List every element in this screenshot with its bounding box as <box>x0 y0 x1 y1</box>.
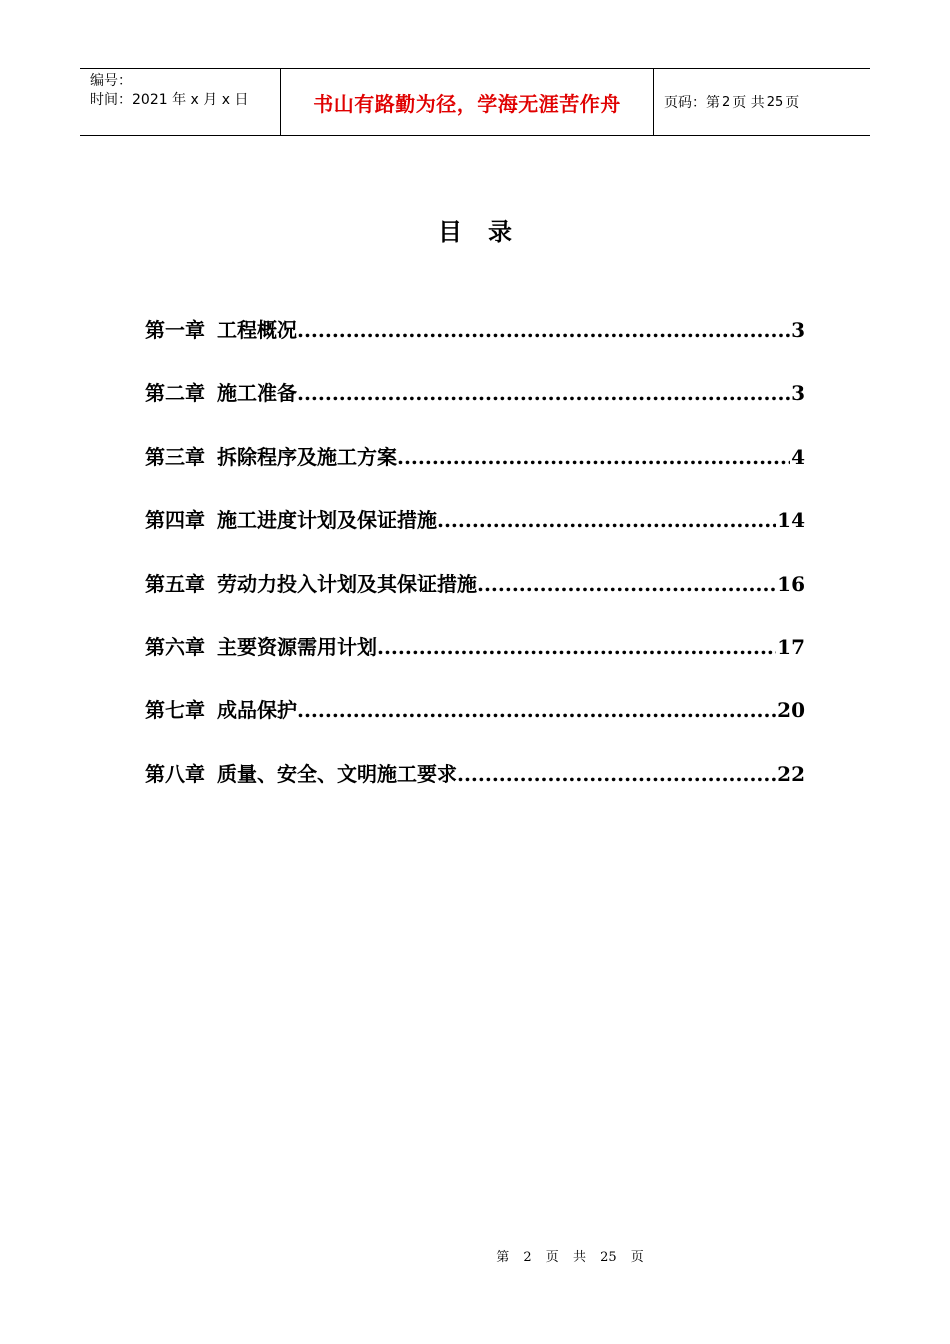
toc-entry[interactable] <box>145 630 805 693</box>
footer-page-total: 25 <box>600 1250 617 1265</box>
toc-leader-dots <box>457 757 776 791</box>
toc-entry-page: 14 <box>777 508 805 533</box>
toc-title: 目录 <box>438 217 538 246</box>
header-motto-cell <box>281 69 654 135</box>
footer-total-label: 共 <box>572 1250 586 1265</box>
header-page-total: 25 <box>766 94 784 110</box>
toc-entry-title: 劳动力投入计划及其保证措施 <box>217 571 477 596</box>
toc-entry-chapter: 第五章 <box>145 571 205 596</box>
footer-suffix: 页 <box>630 1250 644 1265</box>
toc-entry-title: 质量、安全、文明施工要求 <box>217 761 457 786</box>
toc-leader-dots <box>297 313 790 347</box>
footer-prefix: 第 <box>496 1250 510 1265</box>
toc-entry-chapter: 第一章 <box>145 318 205 342</box>
toc-entry-chapter: 第六章 <box>145 634 205 659</box>
toc-entry-chapter: 第八章 <box>145 761 205 786</box>
toc-leader-dots <box>477 567 776 601</box>
toc-leader-dots <box>377 630 776 664</box>
header-page-current: 2 <box>722 94 731 110</box>
toc-entry-title: 拆除程序及施工方案 <box>217 444 397 469</box>
toc-entry-page: 17 <box>777 634 805 659</box>
table-of-contents <box>145 313 805 820</box>
toc-entry[interactable] <box>145 376 805 439</box>
document-number-label: 编号： <box>90 73 132 89</box>
toc-entry[interactable] <box>145 693 805 756</box>
toc-entry-title: 施工准备 <box>217 381 297 406</box>
toc-entry-chapter: 第二章 <box>145 381 205 406</box>
toc-entry[interactable] <box>145 503 805 566</box>
toc-entry-page: 4 <box>791 444 805 469</box>
toc-entry-chapter: 第三章 <box>145 444 205 469</box>
header-page-cell <box>654 69 870 135</box>
header-motto: 书山有路勤为径，学海无涯苦作舟 <box>313 91 621 116</box>
toc-entry[interactable] <box>145 440 805 503</box>
toc-entry-page: 20 <box>777 698 805 723</box>
toc-leader-dots <box>437 503 776 537</box>
document-time-label: 时间：2021 年 x 月 x 日 <box>90 92 249 108</box>
toc-entry[interactable] <box>145 313 805 376</box>
header-page-middle: 页 共 <box>732 95 765 111</box>
toc-leader-dots <box>297 693 776 727</box>
toc-entry-title: 主要资源需用计划 <box>217 634 377 659</box>
toc-entry[interactable] <box>145 757 805 820</box>
header-page-suffix: 页 <box>785 95 800 111</box>
footer-page-current: 2 <box>523 1250 532 1265</box>
page-footer <box>0 1246 950 1265</box>
toc-leader-dots <box>397 440 790 474</box>
toc-entry-page: 3 <box>791 318 805 342</box>
toc-entry-page: 16 <box>777 571 805 596</box>
header-meta-cell <box>80 69 281 135</box>
toc-entry-chapter: 第四章 <box>145 508 205 533</box>
page-header <box>80 68 870 136</box>
toc-entry-title: 成品保护 <box>217 698 297 723</box>
toc-entry[interactable] <box>145 567 805 630</box>
footer-page-label: 页 <box>545 1250 559 1265</box>
toc-entry-title: 施工进度计划及保证措施 <box>217 508 437 533</box>
toc-entry-title: 工程概况 <box>217 318 297 342</box>
toc-entry-page: 22 <box>777 761 805 786</box>
toc-entry-chapter: 第七章 <box>145 698 205 723</box>
toc-leader-dots <box>297 376 790 410</box>
header-page-prefix: 页码：第 <box>664 95 720 111</box>
toc-entry-page: 3 <box>791 381 805 406</box>
